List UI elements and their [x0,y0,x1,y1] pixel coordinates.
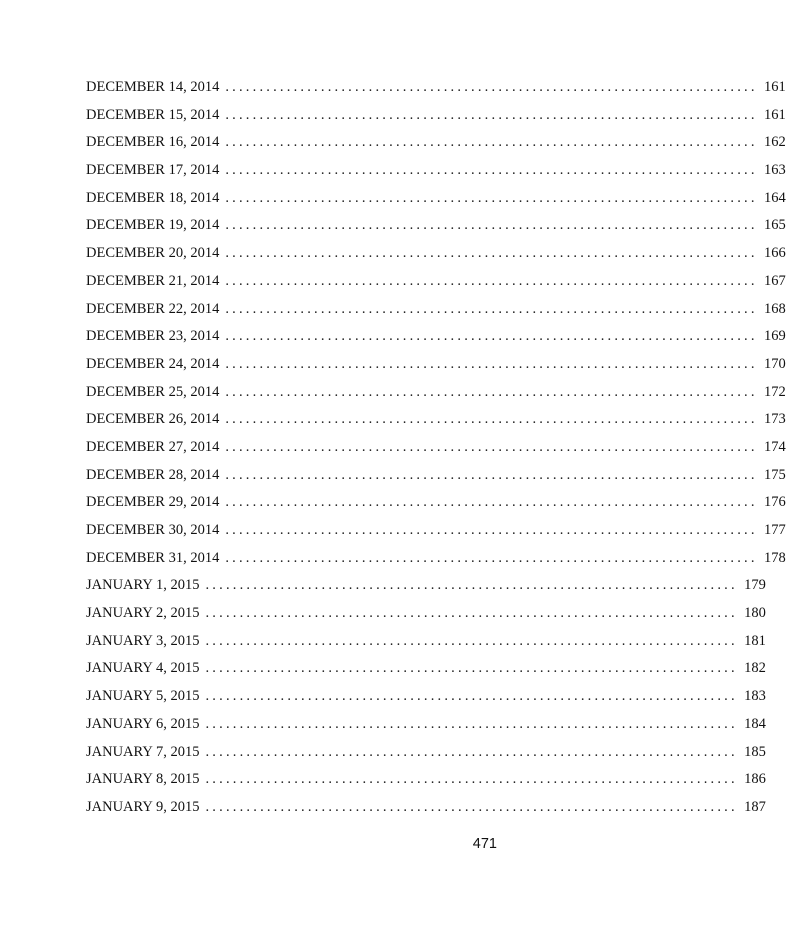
page-number: 471 [472,836,497,852]
toc-entry [86,436,786,464]
toc-entry [86,381,786,409]
toc-entry-label: DECEMBER 21, 2014 [86,272,220,289]
toc-entry [86,76,786,104]
toc-entry-page: 178 [763,549,786,566]
toc-entry-page: 175 [763,466,786,483]
toc-entry [86,353,786,381]
toc-entry-page: 174 [763,438,786,455]
toc-entry-page: 176 [763,494,786,511]
dot-leader: .............................................................................. [225,300,758,317]
toc-entry-label: JANUARY 9, 2015 [86,798,200,815]
toc-entry-page: 161 [763,79,786,95]
toc-entry-label: DECEMBER 25, 2014 [86,383,220,400]
toc-entry [86,325,786,353]
toc-entry-label: DECEMBER 19, 2014 [86,217,220,234]
toc-entry-label: DECEMBER 29, 2014 [86,494,220,511]
toc-entry [86,741,766,769]
toc-entry-label: DECEMBER 27, 2014 [86,438,220,455]
toc-entry-label: DECEMBER 26, 2014 [86,411,220,428]
toc-entry-page: 163 [763,162,786,179]
toc-entry-page: 185 [744,743,766,760]
dot-leader: .............................................................................. [225,438,758,455]
toc-entry-page: 169 [763,328,786,345]
toc-entry-label: DECEMBER 23, 2014 [86,328,220,345]
dot-leader: .............................................................................. [225,411,758,428]
toc-entry [86,298,786,326]
toc-entry [86,242,786,270]
dot-leader: .............................................................................. [225,466,758,483]
toc-entry-page: 166 [763,245,786,262]
toc-entry-label: JANUARY 3, 2015 [86,632,200,649]
dot-leader: .............................................................................. [225,522,758,538]
dot-leader: .............................................................................. [225,106,758,123]
toc-entry-label: DECEMBER 18, 2014 [86,189,220,206]
toc-entry-page: 186 [744,771,766,788]
toc-entry-page: 181 [744,632,766,649]
toc-entry [86,657,766,685]
toc-entry [86,685,766,713]
toc-entry [86,713,766,741]
toc-entry [86,768,766,796]
toc-entry-page: 164 [763,189,786,206]
toc-entry-page: 184 [744,715,766,732]
toc-entry [86,408,786,436]
toc-entry-label: DECEMBER 31, 2014 [86,549,220,566]
dot-leader: .............................................................................. [205,798,738,815]
toc-entry [86,491,786,519]
toc-entry-label: DECEMBER 17, 2014 [86,162,220,179]
dot-leader: .............................................................................. [225,79,758,95]
dot-leader: .............................................................................. [225,245,758,262]
toc-entry-label: DECEMBER 28, 2014 [86,466,220,483]
toc-entry-page: 167 [763,272,786,289]
toc-entry-label: JANUARY 4, 2015 [86,660,200,677]
toc-entry [86,519,786,547]
toc-entry-label: DECEMBER 16, 2014 [86,134,220,151]
toc-entry-page: 179 [744,577,766,594]
toc-entry-label: DECEMBER 30, 2014 [86,522,220,538]
toc-entry-page: 172 [763,383,786,400]
dot-leader: .............................................................................. [205,715,738,732]
dot-leader: .............................................................................. [205,605,738,622]
toc-entry [86,131,786,159]
dot-leader: .............................................................................. [205,577,738,594]
toc-entry-label: DECEMBER 14, 2014 [86,79,220,95]
toc-entry-page: 187 [744,798,766,815]
toc-entry [86,104,786,132]
toc-entry-label: DECEMBER 24, 2014 [86,355,220,372]
toc-entry-label: JANUARY 8, 2015 [86,771,200,788]
dot-leader: .............................................................................. [225,189,758,206]
dot-leader: .............................................................................. [225,383,758,400]
table-of-contents [86,76,786,824]
toc-entry-label: JANUARY 1, 2015 [86,577,200,594]
dot-leader: .............................................................................. [205,771,738,788]
toc-entry-label: JANUARY 5, 2015 [86,688,200,705]
toc-entry [86,187,786,215]
toc-entry [86,796,766,824]
toc-entry-page: 182 [744,660,766,677]
dot-leader: .............................................................................. [225,162,758,179]
toc-entry-page: 165 [763,217,786,234]
dot-leader: .............................................................................. [225,355,758,372]
toc-entry [86,159,786,187]
toc-entry [86,270,786,298]
dot-leader: .............................................................................. [205,660,738,677]
toc-entry-page: 177 [763,522,786,538]
toc-entry [86,574,766,602]
toc-entry-page: 168 [763,300,786,317]
toc-entry [86,214,786,242]
toc-entry-page: 183 [744,688,766,705]
dot-leader: .............................................................................. [225,217,758,234]
toc-entry-page: 173 [763,411,786,428]
dot-leader: .............................................................................. [225,328,758,345]
toc-entry-page: 162 [763,134,786,151]
toc-entry [86,630,766,658]
toc-entry-label: JANUARY 7, 2015 [86,743,200,760]
dot-leader: .............................................................................. [205,743,738,760]
toc-entry-label: DECEMBER 15, 2014 [86,106,220,123]
dot-leader: .............................................................................. [225,494,758,511]
dot-leader: .............................................................................. [225,272,758,289]
toc-entry [86,464,786,492]
toc-entry-label: DECEMBER 20, 2014 [86,245,220,262]
toc-entry-page: 180 [744,605,766,622]
toc-entry-label: JANUARY 6, 2015 [86,715,200,732]
toc-entry-label: DECEMBER 22, 2014 [86,300,220,317]
toc-entry-label: JANUARY 2, 2015 [86,605,200,622]
toc-entry-page: 161 [763,106,786,123]
dot-leader: .............................................................................. [205,632,738,649]
dot-leader: .............................................................................. [205,688,738,705]
toc-entry-page: 170 [763,355,786,372]
toc-entry [86,602,766,630]
dot-leader: .............................................................................. [225,134,758,151]
dot-leader: .............................................................................. [225,549,758,566]
toc-entry [86,547,786,575]
